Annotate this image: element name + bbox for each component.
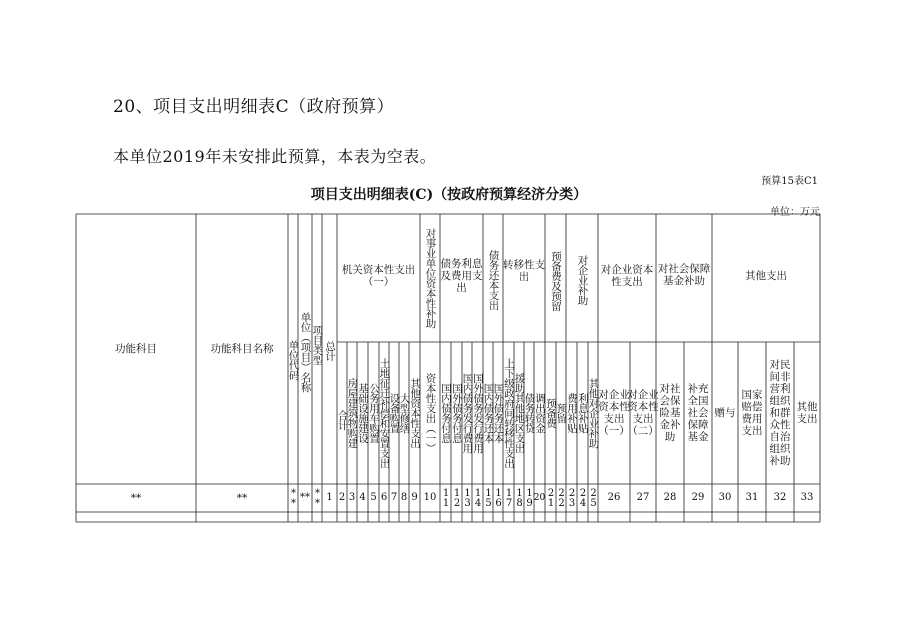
header-c15: 国外债务发行费用 bbox=[472, 373, 484, 453]
index-func-name: ** bbox=[236, 492, 248, 504]
index-number: 21 bbox=[545, 488, 557, 508]
header-c30: 补充全国社会保障基金 bbox=[687, 383, 709, 443]
header-c25: 利息补贴 bbox=[577, 393, 589, 433]
index-unit-code: ** bbox=[288, 488, 299, 508]
index-number: 12 bbox=[451, 488, 463, 508]
header-c10: 其他资本性支出 bbox=[409, 378, 421, 448]
index-number: 14 bbox=[472, 488, 484, 508]
group-enterprise-subsidy: 对企业补助 bbox=[576, 255, 589, 305]
header-c18: 上下级政府间转移性支出 bbox=[503, 358, 515, 468]
group-debt-principal: 债务还本支出 bbox=[487, 250, 500, 310]
index-number: 24 bbox=[577, 488, 589, 508]
group-enterprise-capital: 对企业资本性支出 bbox=[600, 264, 654, 288]
header-c20: 债务转贷 bbox=[523, 393, 536, 433]
index-project-type: ** bbox=[312, 488, 323, 508]
header-c27: 对企业资本性支出（一） bbox=[598, 389, 630, 437]
header-c22: 预备费 bbox=[545, 398, 557, 428]
group-social-fund: 对社会保障基金补助 bbox=[657, 263, 711, 287]
header-total: 总计 bbox=[324, 341, 336, 361]
index-number: 10 bbox=[423, 492, 437, 503]
header-c17: 国外债务还本 bbox=[492, 383, 505, 443]
header-c24: 费用补贴 bbox=[566, 393, 578, 433]
header-c13: 国外债务付息 bbox=[451, 383, 463, 443]
index-unit-project: ** bbox=[300, 492, 310, 503]
index-number: 23 bbox=[566, 488, 578, 508]
group-transfer: 转移性支出 bbox=[503, 259, 545, 283]
index-number: 13 bbox=[462, 488, 473, 508]
unit-label: 单位：万元 bbox=[770, 207, 820, 218]
group-institution-capital: 对事业单位资本性补助 bbox=[424, 228, 437, 328]
header-c8: 设备购置 bbox=[388, 393, 401, 433]
index-number: 17 bbox=[503, 488, 515, 508]
index-number: 30 bbox=[718, 492, 732, 503]
header-c28: 对企业资本性支出（二） bbox=[627, 389, 659, 437]
index-number: 33 bbox=[800, 492, 814, 503]
index-number: 16 bbox=[493, 488, 504, 508]
header-c7: 土地征迁补偿和安置支出 bbox=[378, 358, 391, 468]
index-number: 31 bbox=[745, 492, 759, 503]
empty-table-note: 本单位2019年未安排此预算，本表为空表。 bbox=[113, 147, 437, 166]
header-c11: 资本性支出（一） bbox=[424, 373, 437, 453]
index-number: 2 bbox=[338, 492, 346, 503]
group-office-capital: 机关资本性支出（一） bbox=[341, 264, 416, 288]
header-c32: 国家赔偿费用支出 bbox=[741, 389, 763, 437]
index-number: 6 bbox=[380, 492, 388, 503]
header-func-name: 功能科目名称 bbox=[210, 343, 274, 355]
index-number: 4 bbox=[359, 492, 366, 503]
header-c26: 其他对企业补助 bbox=[587, 378, 600, 448]
header-c16: 国内债务还本 bbox=[482, 383, 495, 443]
header-c4: 房屋建筑物购建 bbox=[346, 378, 359, 448]
header-c12: 国内债务付息 bbox=[440, 383, 452, 443]
header-c29: 对社会保险基金补助 bbox=[659, 383, 681, 443]
header-c34: 其他支出 bbox=[796, 401, 818, 425]
index-number: 1 bbox=[326, 492, 333, 503]
index-number: 19 bbox=[524, 488, 535, 508]
index-func-code: ** bbox=[130, 492, 142, 504]
header-project-type: 项目类型 bbox=[311, 325, 324, 365]
header-c14: 国内债务发行费用 bbox=[461, 373, 474, 453]
index-number: 15 bbox=[483, 488, 494, 508]
header-c33: 对民间非营利组织和群众性自治组织补助 bbox=[769, 359, 791, 467]
header-c23: 预留 bbox=[555, 403, 568, 423]
index-number: 20 bbox=[533, 493, 546, 503]
header-subtotal: 合计 bbox=[336, 410, 349, 430]
header-unit-code: 单位代码 bbox=[287, 340, 300, 380]
index-number: 26 bbox=[607, 492, 621, 503]
header-c9: 大型修缮 bbox=[398, 393, 411, 433]
header-func-code: 功能科目 bbox=[115, 343, 157, 355]
table-number: 预算15表C1 bbox=[761, 176, 818, 187]
header-c21: 调出资金 bbox=[534, 393, 546, 433]
table-title: 项目支出明细表(C)（按政府预算经济分类） bbox=[310, 187, 588, 203]
header-c5: 基础设施建设 bbox=[357, 383, 369, 443]
index-number: 11 bbox=[440, 488, 452, 508]
index-number: 28 bbox=[663, 492, 677, 503]
header-c19: 援助其他地区支出 bbox=[513, 373, 526, 453]
index-number: 22 bbox=[556, 488, 567, 508]
section-heading: 20、项目支出明细表C（政府预算） bbox=[113, 97, 395, 117]
index-number: 5 bbox=[370, 492, 377, 503]
index-number: 27 bbox=[636, 492, 650, 503]
index-number: 3 bbox=[348, 492, 356, 503]
group-reserve: 预备费及预留 bbox=[550, 251, 562, 311]
index-number: 18 bbox=[514, 488, 525, 508]
index-number: 8 bbox=[400, 492, 408, 503]
index-number: 7 bbox=[390, 492, 398, 503]
index-number: 9 bbox=[411, 492, 418, 503]
group-debt-interest: 债务利息及费用支出 bbox=[440, 258, 483, 294]
header-c31: 赠与 bbox=[714, 407, 736, 419]
index-number: 25 bbox=[588, 488, 599, 508]
index-number: 29 bbox=[691, 492, 705, 503]
group-other: 其他支出 bbox=[745, 270, 787, 282]
header-c6: 公务用车购置 bbox=[368, 383, 380, 443]
index-number: 32 bbox=[773, 492, 787, 503]
header-unit-project: 单位（项目）名称 bbox=[299, 312, 312, 392]
